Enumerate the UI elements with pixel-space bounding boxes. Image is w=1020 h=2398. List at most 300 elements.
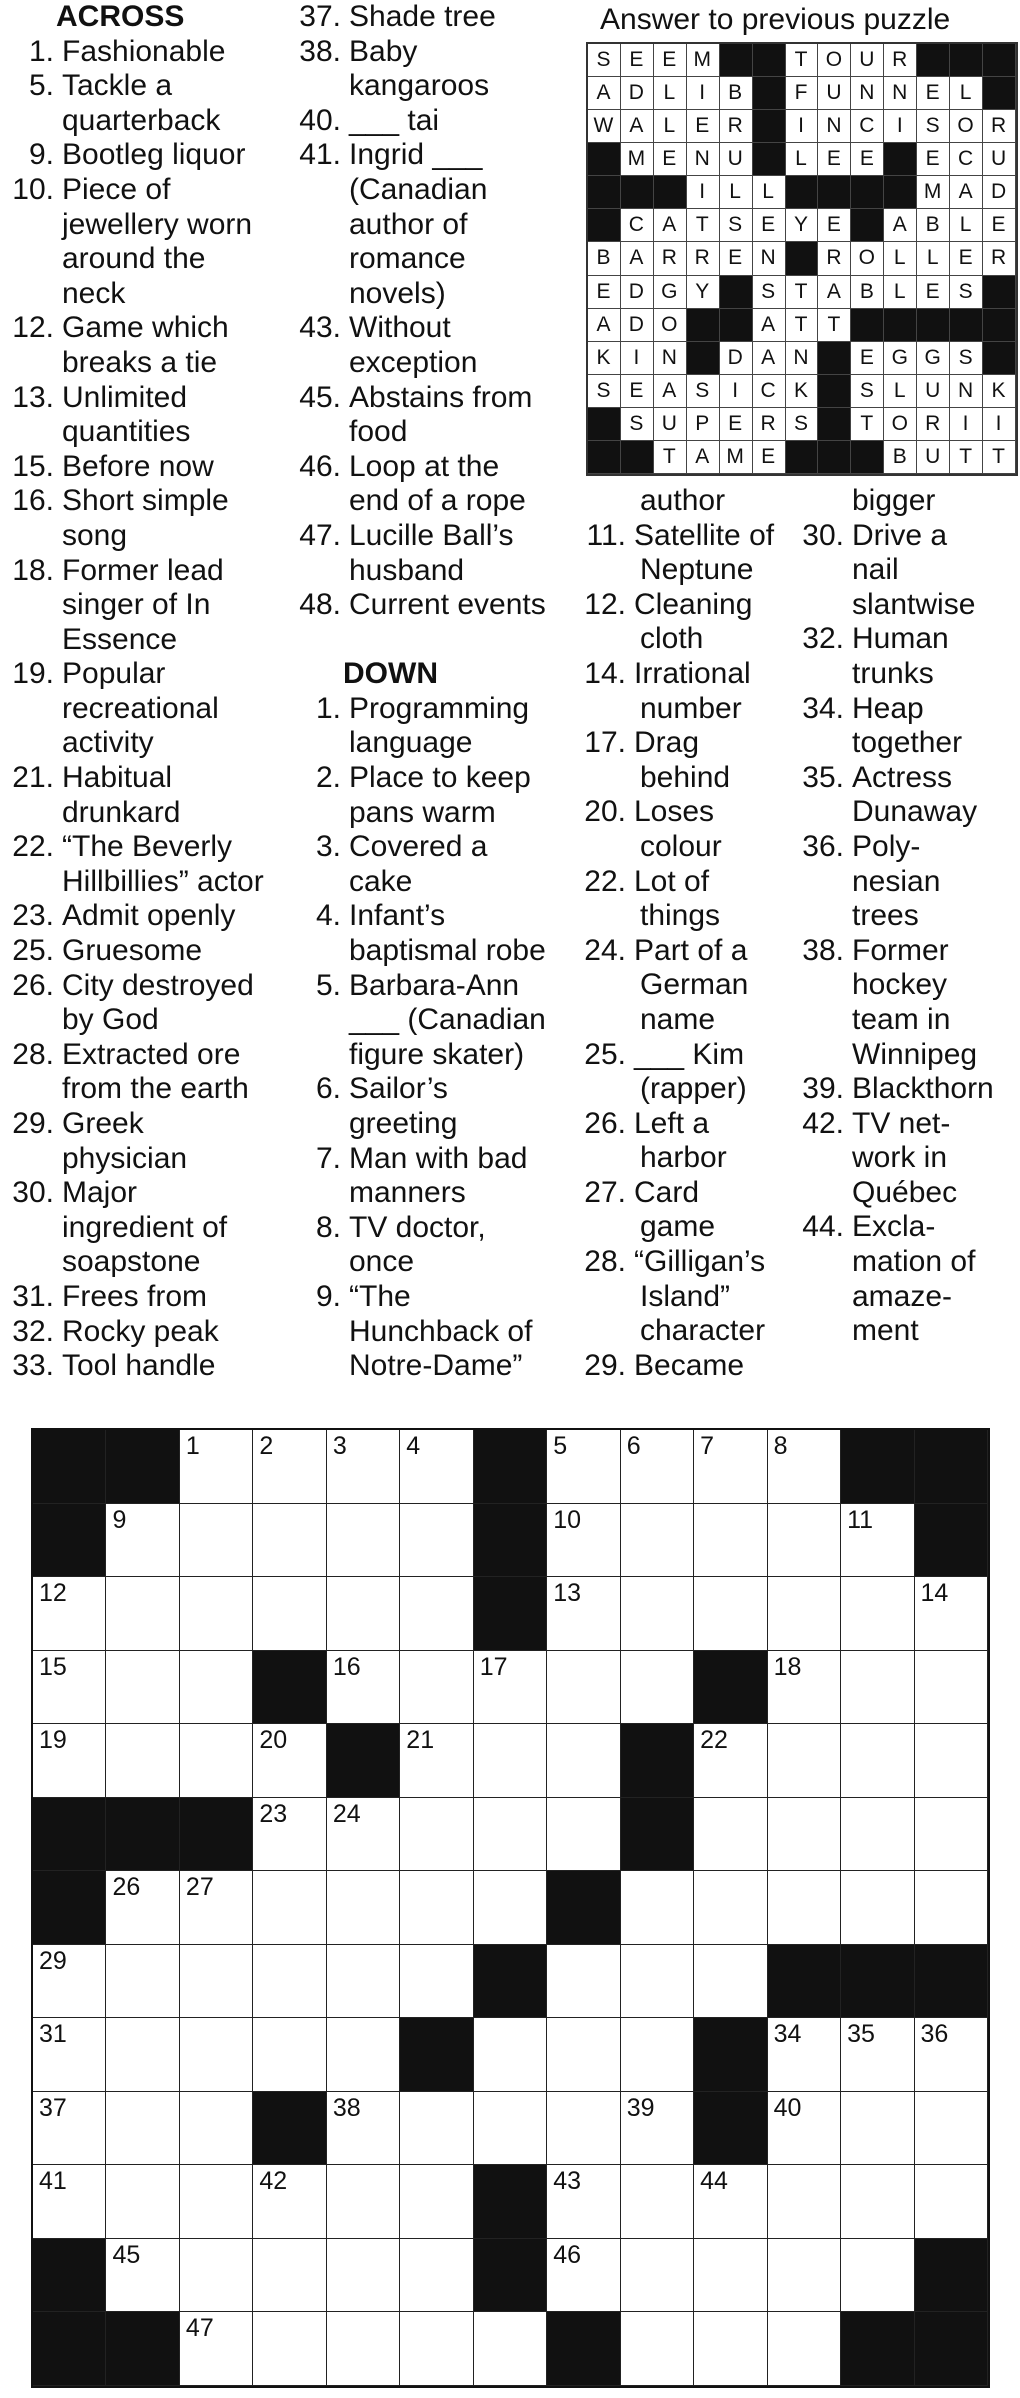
clue-line: (Canadian bbox=[349, 172, 488, 206]
answer-cell[interactable] bbox=[106, 2092, 179, 2166]
answer-cell[interactable] bbox=[474, 1798, 547, 1872]
prev-letter-cell: D bbox=[621, 309, 654, 342]
answer-cell[interactable] bbox=[327, 2018, 400, 2092]
clue-line: language bbox=[349, 726, 473, 760]
clue-line: from the earth bbox=[62, 1072, 249, 1106]
clue-text: Gruesome bbox=[62, 934, 203, 968]
prev-black-cell bbox=[720, 44, 753, 77]
answer-cell[interactable] bbox=[327, 1798, 400, 1872]
clue-number: 26. bbox=[12, 968, 54, 1002]
clue-number-label: 35 bbox=[847, 2020, 875, 2049]
answer-cell[interactable] bbox=[768, 1871, 841, 1945]
prev-letter-cell: S bbox=[950, 276, 983, 309]
clue-number: 12. bbox=[584, 587, 626, 621]
clue-text: Admit openly bbox=[62, 899, 236, 933]
clue-line bbox=[0, 311, 285, 346]
clue-text: Lot of bbox=[634, 864, 710, 898]
answer-cell[interactable] bbox=[547, 1798, 620, 1872]
prev-letter-cell: R bbox=[818, 242, 851, 275]
answer-cell[interactable] bbox=[841, 1651, 914, 1725]
clue-number-label: 29 bbox=[39, 1946, 67, 1975]
clue-line: kangaroos bbox=[349, 69, 490, 103]
clue-number: 43. bbox=[299, 311, 341, 345]
prev-letter-cell: U bbox=[983, 143, 1016, 176]
clue-line bbox=[0, 554, 285, 589]
prev-letter-cell: R bbox=[654, 242, 687, 275]
answer-cell[interactable] bbox=[547, 2092, 620, 2166]
clue-line: activity bbox=[62, 726, 154, 760]
clue-line bbox=[0, 830, 285, 865]
answer-cell[interactable] bbox=[327, 2239, 400, 2313]
answer-cell[interactable] bbox=[106, 2239, 179, 2313]
answer-cell[interactable] bbox=[915, 2092, 988, 2166]
clue-line bbox=[287, 381, 577, 416]
clue-number: 48. bbox=[299, 588, 341, 622]
clue-line: game bbox=[640, 1210, 716, 1244]
clue-line: romance bbox=[349, 242, 466, 276]
clue-number: 6. bbox=[315, 1072, 341, 1106]
prev-letter-cell: A bbox=[687, 441, 720, 474]
answer-cell[interactable] bbox=[400, 1577, 473, 1651]
answer-cell[interactable] bbox=[621, 2312, 694, 2386]
answer-cell[interactable] bbox=[841, 1798, 914, 1872]
prev-black-cell bbox=[983, 44, 1016, 77]
answer-cell[interactable] bbox=[33, 2165, 106, 2239]
answer-cell[interactable] bbox=[253, 1871, 326, 1945]
prev-letter-cell: S bbox=[687, 375, 720, 408]
answer-cell[interactable] bbox=[180, 2165, 253, 2239]
answer-cell[interactable] bbox=[841, 1871, 914, 1945]
answer-cell[interactable] bbox=[400, 1430, 473, 1504]
answer-cell[interactable] bbox=[547, 1430, 620, 1504]
answer-cell[interactable] bbox=[621, 2092, 694, 2166]
prev-black-cell bbox=[818, 176, 851, 209]
answer-cell[interactable] bbox=[841, 2239, 914, 2313]
answer-cell[interactable] bbox=[400, 1504, 473, 1578]
answer-cell[interactable] bbox=[400, 2092, 473, 2166]
answer-cell[interactable] bbox=[106, 1871, 179, 1945]
answer-cell[interactable] bbox=[547, 1724, 620, 1798]
clue-line bbox=[287, 1211, 577, 1246]
clue-line bbox=[578, 1038, 794, 1073]
prev-black-cell bbox=[621, 441, 654, 474]
answer-cell[interactable] bbox=[253, 2018, 326, 2092]
prev-letter-cell: Y bbox=[786, 209, 819, 242]
answer-cell[interactable] bbox=[547, 2165, 620, 2239]
clue-line bbox=[0, 969, 285, 1004]
down-clues-column-3 bbox=[578, 484, 794, 1383]
answer-cell[interactable] bbox=[768, 1504, 841, 1578]
black-square bbox=[694, 1651, 767, 1725]
prev-letter-cell: I bbox=[687, 176, 720, 209]
answer-cell[interactable] bbox=[474, 2018, 547, 2092]
black-square bbox=[474, 1504, 547, 1578]
clue-line: colour bbox=[640, 829, 722, 863]
answer-cell[interactable] bbox=[106, 1577, 179, 1651]
clue-number-label: 23 bbox=[259, 1799, 288, 1828]
answer-cell[interactable] bbox=[474, 2092, 547, 2166]
prev-letter-cell: T bbox=[950, 441, 983, 474]
answer-cell[interactable] bbox=[768, 2312, 841, 2386]
answer-cell[interactable] bbox=[400, 1651, 473, 1725]
answer-cell[interactable] bbox=[768, 1724, 841, 1798]
answer-cell[interactable] bbox=[621, 1945, 694, 2019]
clue-number-label: 34 bbox=[773, 2020, 802, 2049]
answer-cell[interactable] bbox=[474, 2312, 547, 2386]
answer-cell[interactable] bbox=[768, 1651, 841, 1725]
answer-cell[interactable] bbox=[327, 1945, 400, 2019]
prev-letter-cell: A bbox=[884, 209, 917, 242]
answer-cell[interactable] bbox=[180, 2092, 253, 2166]
answer-cell[interactable] bbox=[621, 2165, 694, 2239]
answer-cell[interactable] bbox=[694, 1724, 767, 1798]
prev-letter-cell: E bbox=[687, 110, 720, 143]
clue-line: Hillbillies” actor bbox=[62, 864, 264, 898]
answer-cell[interactable] bbox=[841, 1504, 914, 1578]
prev-letter-cell: A bbox=[654, 209, 687, 242]
prev-letter-cell: E bbox=[917, 276, 950, 309]
clue-line: together bbox=[852, 726, 963, 760]
answer-cell[interactable] bbox=[400, 1798, 473, 1872]
clue-number: 25. bbox=[12, 934, 54, 968]
answer-cell[interactable] bbox=[253, 1798, 326, 1872]
clue-line: mation of bbox=[852, 1245, 976, 1279]
clue-text: Place to keep bbox=[349, 761, 531, 795]
answer-cell[interactable] bbox=[106, 1651, 179, 1725]
answer-cell[interactable] bbox=[915, 2018, 988, 2092]
clue-line bbox=[287, 692, 577, 727]
answer-cell[interactable] bbox=[33, 2018, 106, 2092]
answer-cell[interactable] bbox=[180, 2312, 253, 2386]
answer-cell[interactable] bbox=[915, 2165, 988, 2239]
clue-line: novels) bbox=[349, 276, 446, 310]
answer-cell[interactable] bbox=[327, 1651, 400, 1725]
answer-cell[interactable] bbox=[180, 1577, 253, 1651]
answer-cell[interactable] bbox=[400, 2239, 473, 2313]
clue-line: husband bbox=[349, 553, 465, 587]
answer-cell[interactable] bbox=[547, 1504, 620, 1578]
clue-line bbox=[796, 692, 1018, 727]
prev-letter-cell: P bbox=[687, 408, 720, 441]
prev-letter-cell: B bbox=[851, 276, 884, 309]
answer-cell[interactable] bbox=[106, 2018, 179, 2092]
answer-cell[interactable] bbox=[400, 1945, 473, 2019]
down-clues-column-4 bbox=[796, 484, 1018, 1349]
answer-cell[interactable] bbox=[400, 2312, 473, 2386]
clue-line bbox=[796, 830, 1018, 865]
answer-cell[interactable] bbox=[841, 2165, 914, 2239]
previous-answer-title: Answer to previous puzzle bbox=[600, 3, 951, 36]
answer-cell[interactable] bbox=[253, 1504, 326, 1578]
answer-cell[interactable] bbox=[180, 1724, 253, 1798]
answer-cell[interactable] bbox=[106, 2165, 179, 2239]
black-square bbox=[915, 2312, 988, 2386]
clue-number-label: 44 bbox=[700, 2167, 728, 2196]
clue-line: team in bbox=[852, 1002, 951, 1036]
black-square bbox=[327, 1724, 400, 1798]
answer-cell[interactable] bbox=[33, 2092, 106, 2166]
prev-black-cell bbox=[687, 342, 720, 375]
clue-line: recreational bbox=[62, 691, 219, 725]
prev-black-cell bbox=[983, 342, 1016, 375]
clue-line bbox=[287, 138, 577, 173]
black-square bbox=[841, 2312, 914, 2386]
answer-cell[interactable] bbox=[915, 1871, 988, 1945]
clue-line: nesian bbox=[852, 864, 941, 898]
prev-letter-cell: K bbox=[983, 375, 1016, 408]
prev-black-cell bbox=[851, 209, 884, 242]
answer-cell[interactable] bbox=[474, 1871, 547, 1945]
answer-cell[interactable] bbox=[547, 2239, 620, 2313]
clue-line bbox=[0, 934, 285, 969]
prev-letter-cell: L bbox=[884, 276, 917, 309]
prev-letter-cell: F bbox=[786, 77, 819, 110]
answer-cell[interactable] bbox=[621, 1651, 694, 1725]
prev-letter-cell: L bbox=[884, 375, 917, 408]
prev-letter-cell: R bbox=[983, 242, 1016, 275]
answer-cell[interactable] bbox=[768, 1577, 841, 1651]
answer-cell[interactable] bbox=[694, 1430, 767, 1504]
prev-black-cell bbox=[983, 309, 1016, 342]
answer-cell[interactable] bbox=[33, 1577, 106, 1651]
answer-cell[interactable] bbox=[33, 1945, 106, 2019]
prev-black-cell bbox=[818, 408, 851, 441]
prev-letter-cell: L bbox=[753, 176, 786, 209]
clue-number: 10. bbox=[12, 172, 54, 206]
prev-letter-cell: O bbox=[818, 44, 851, 77]
clue-line bbox=[287, 1072, 577, 1107]
clue-line bbox=[0, 484, 285, 519]
answer-cell[interactable] bbox=[33, 1651, 106, 1725]
clue-line bbox=[578, 588, 794, 623]
answer-cell[interactable] bbox=[180, 2239, 253, 2313]
clue-line: Neptune bbox=[640, 553, 754, 587]
clue-text: Excla- bbox=[852, 1210, 936, 1244]
clue-number: 9. bbox=[28, 138, 54, 172]
answer-cell[interactable] bbox=[841, 1577, 914, 1651]
black-square bbox=[253, 2092, 326, 2166]
answer-cell[interactable] bbox=[106, 1504, 179, 1578]
answer-cell[interactable] bbox=[547, 1577, 620, 1651]
answer-cell[interactable] bbox=[694, 1798, 767, 1872]
prev-letter-cell: E bbox=[818, 209, 851, 242]
prev-black-cell bbox=[720, 309, 753, 342]
answer-cell[interactable] bbox=[253, 2165, 326, 2239]
clue-line bbox=[0, 1176, 285, 1211]
answer-cell[interactable] bbox=[253, 2312, 326, 2386]
prev-letter-cell: N bbox=[950, 375, 983, 408]
answer-cell[interactable] bbox=[694, 2312, 767, 2386]
black-square bbox=[474, 1945, 547, 2019]
clue-line bbox=[578, 934, 794, 969]
answer-cell[interactable] bbox=[915, 1798, 988, 1872]
clue-number: 5. bbox=[28, 69, 54, 103]
answer-cell[interactable] bbox=[474, 1651, 547, 1725]
prev-letter-cell: R bbox=[983, 110, 1016, 143]
answer-cell[interactable] bbox=[474, 1724, 547, 1798]
answer-cell[interactable] bbox=[327, 1871, 400, 1945]
answer-cell[interactable] bbox=[768, 2165, 841, 2239]
prev-letter-cell: S bbox=[786, 408, 819, 441]
prev-letter-cell: E bbox=[588, 276, 621, 309]
answer-cell[interactable] bbox=[694, 1945, 767, 2019]
across-clues-column bbox=[0, 0, 285, 1384]
clue-line bbox=[796, 934, 1018, 969]
clue-text: Former lead bbox=[62, 553, 224, 587]
answer-cell[interactable] bbox=[915, 1651, 988, 1725]
answer-cell[interactable] bbox=[253, 2239, 326, 2313]
answer-cell[interactable] bbox=[768, 1430, 841, 1504]
answer-cell[interactable] bbox=[694, 1871, 767, 1945]
clue-number-label: 1 bbox=[185, 1432, 200, 1460]
answer-cell[interactable] bbox=[327, 2165, 400, 2239]
answer-cell[interactable] bbox=[694, 2165, 767, 2239]
clue-number: 5. bbox=[315, 968, 341, 1002]
answer-cell[interactable] bbox=[180, 2018, 253, 2092]
clue-line: nail bbox=[852, 553, 899, 587]
answer-cell[interactable] bbox=[768, 2092, 841, 2166]
clue-line bbox=[578, 1349, 794, 1384]
answer-cell[interactable] bbox=[547, 2018, 620, 2092]
clue-line bbox=[578, 726, 794, 761]
black-square bbox=[694, 2018, 767, 2092]
prev-black-cell bbox=[786, 176, 819, 209]
prev-letter-cell: U bbox=[917, 375, 950, 408]
answer-cell[interactable] bbox=[180, 1945, 253, 2019]
prev-black-cell bbox=[950, 44, 983, 77]
answer-cell[interactable] bbox=[180, 1651, 253, 1725]
clue-line: harbor bbox=[640, 1141, 727, 1175]
prev-black-cell bbox=[786, 441, 819, 474]
prev-letter-cell: A bbox=[588, 77, 621, 110]
clue-line bbox=[287, 311, 577, 346]
answer-cell[interactable] bbox=[621, 2018, 694, 2092]
clue-line bbox=[0, 138, 285, 173]
answer-cell[interactable] bbox=[768, 2018, 841, 2092]
clue-line: quarterback bbox=[62, 103, 221, 137]
prev-letter-cell: D bbox=[621, 77, 654, 110]
clue-text: Ingrid ___ bbox=[349, 138, 483, 172]
prev-letter-cell: G bbox=[654, 276, 687, 309]
answer-cell[interactable] bbox=[621, 1504, 694, 1578]
clue-text: Barbara-Ann bbox=[349, 968, 520, 1002]
prev-letter-cell: A bbox=[588, 309, 621, 342]
clue-text: Without bbox=[349, 311, 451, 345]
answer-cell[interactable] bbox=[768, 2239, 841, 2313]
clue-number-label: 19 bbox=[39, 1726, 67, 1755]
answer-cell[interactable] bbox=[621, 1871, 694, 1945]
clue-text: Drag bbox=[634, 726, 700, 760]
prev-letter-cell: U bbox=[654, 408, 687, 441]
prev-black-cell bbox=[687, 309, 720, 342]
answer-cell[interactable] bbox=[915, 1724, 988, 1798]
clue-number: 37. bbox=[299, 0, 341, 33]
prev-letter-cell: C bbox=[753, 375, 786, 408]
answer-cell[interactable] bbox=[253, 1724, 326, 1798]
answer-cell[interactable] bbox=[841, 2092, 914, 2166]
answer-cell[interactable] bbox=[400, 1724, 473, 1798]
answer-cell[interactable] bbox=[327, 1430, 400, 1504]
answer-cell[interactable] bbox=[547, 1651, 620, 1725]
clue-number-label: 21 bbox=[406, 1726, 435, 1755]
clue-line bbox=[287, 0, 577, 35]
answer-cell[interactable] bbox=[327, 2312, 400, 2386]
answer-cell[interactable] bbox=[694, 2239, 767, 2313]
clue-text: Baby bbox=[349, 34, 418, 68]
answer-cell[interactable] bbox=[400, 1871, 473, 1945]
answer-cell[interactable] bbox=[621, 1577, 694, 1651]
clue-text: Game which bbox=[62, 311, 229, 345]
answer-cell[interactable] bbox=[253, 1945, 326, 2019]
answer-cell[interactable] bbox=[327, 1504, 400, 1578]
prev-black-cell bbox=[588, 408, 621, 441]
clue-line: (rapper) bbox=[640, 1072, 747, 1106]
answer-cell[interactable] bbox=[33, 1724, 106, 1798]
answer-cell[interactable] bbox=[841, 2018, 914, 2092]
clue-number-label: 41 bbox=[39, 2167, 67, 2196]
prev-letter-cell: E bbox=[753, 209, 786, 242]
answer-cell[interactable] bbox=[915, 1577, 988, 1651]
black-square bbox=[547, 2312, 620, 2386]
clue-number-label: 47 bbox=[185, 2314, 214, 2343]
answer-cell[interactable] bbox=[327, 2092, 400, 2166]
prev-letter-cell: S bbox=[621, 408, 654, 441]
answer-cell[interactable] bbox=[180, 1430, 253, 1504]
prev-letter-cell: S bbox=[588, 375, 621, 408]
prev-black-cell bbox=[753, 44, 786, 77]
prev-letter-cell: D bbox=[983, 176, 1016, 209]
clue-line bbox=[578, 1107, 794, 1142]
answer-cell[interactable] bbox=[621, 2239, 694, 2313]
answer-cell[interactable] bbox=[768, 1798, 841, 1872]
answer-cell[interactable] bbox=[547, 1945, 620, 2019]
clue-number-label: 16 bbox=[332, 1652, 361, 1681]
clue-number-label: 6 bbox=[626, 1432, 641, 1460]
answer-cell[interactable] bbox=[106, 1945, 179, 2019]
clue-text: Cleaning bbox=[634, 587, 753, 621]
prev-letter-cell: D bbox=[621, 276, 654, 309]
clue-line bbox=[287, 35, 577, 70]
prev-black-cell bbox=[753, 110, 786, 143]
answer-cell[interactable] bbox=[621, 1430, 694, 1504]
answer-cell[interactable] bbox=[253, 1430, 326, 1504]
answer-cell[interactable] bbox=[841, 1724, 914, 1798]
answer-cell[interactable] bbox=[180, 1871, 253, 1945]
answer-cell[interactable] bbox=[180, 1504, 253, 1578]
answer-cell[interactable] bbox=[694, 1577, 767, 1651]
clue-line: slantwise bbox=[852, 587, 976, 621]
clue-line bbox=[796, 519, 1018, 554]
clue-number: 1. bbox=[28, 34, 54, 68]
answer-cell[interactable] bbox=[253, 1577, 326, 1651]
answer-cell[interactable] bbox=[106, 1724, 179, 1798]
clue-number: 29. bbox=[584, 1348, 626, 1382]
clue-number: 35. bbox=[802, 760, 844, 794]
black-square bbox=[33, 2312, 106, 2386]
clue-number: 24. bbox=[584, 933, 626, 967]
clue-line: trees bbox=[852, 899, 919, 933]
prev-letter-cell: O bbox=[884, 408, 917, 441]
prev-black-cell bbox=[884, 309, 917, 342]
clue-text: Loses bbox=[634, 795, 715, 829]
answer-cell[interactable] bbox=[400, 2165, 473, 2239]
answer-cell[interactable] bbox=[694, 1504, 767, 1578]
clue-number: 20. bbox=[584, 795, 626, 829]
answer-cell[interactable] bbox=[327, 1577, 400, 1651]
clue-number: 16. bbox=[12, 484, 54, 518]
clue-text: TV doctor, bbox=[349, 1210, 486, 1244]
prev-black-cell bbox=[818, 441, 851, 474]
